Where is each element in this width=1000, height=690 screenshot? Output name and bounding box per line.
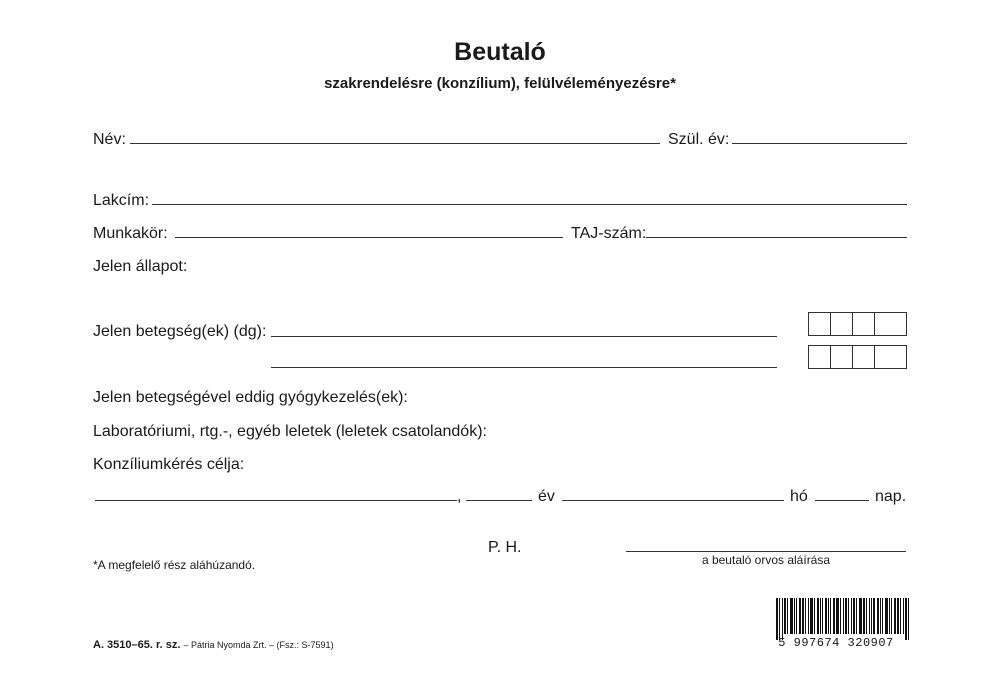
- year-field[interactable]: [466, 500, 532, 501]
- taj-field[interactable]: [646, 237, 907, 238]
- barcode-bar: [794, 598, 795, 634]
- barcode-bar: [869, 598, 870, 634]
- barcode-bar: [787, 598, 788, 634]
- footnote: *A megfelelő rész aláhúzandó.: [93, 558, 256, 572]
- code-box[interactable]: [852, 312, 875, 336]
- barcode-bar: [784, 598, 786, 634]
- barcode-bar: [830, 598, 831, 634]
- code-box[interactable]: [852, 345, 875, 369]
- barcode-bar: [866, 598, 867, 634]
- barcode-bar: [853, 598, 855, 634]
- condition-label: Jelen állapot:: [93, 258, 188, 275]
- signature-caption: a beutaló orvos aláírása: [701, 553, 831, 567]
- barcode-bar: [900, 598, 901, 634]
- barcode-bar: [796, 598, 797, 634]
- barcode-bar: [820, 598, 821, 634]
- barcode-bar: [810, 598, 813, 634]
- barcode-bar: [779, 598, 780, 640]
- illness-field-2[interactable]: [271, 367, 777, 368]
- barcode-bar: [799, 598, 801, 634]
- name-label: Név:: [93, 131, 126, 148]
- address-field[interactable]: [152, 204, 907, 205]
- barcode-bar: [808, 598, 809, 634]
- barcode-bar: [908, 598, 909, 640]
- purpose-label: Konzíliumkérés célja:: [93, 456, 245, 473]
- form-subtitle: szakrendelésre (konzílium), felülvéleményezésre*: [324, 75, 676, 92]
- barcode-bar: [905, 598, 907, 640]
- job-field[interactable]: [175, 237, 563, 238]
- code-box[interactable]: [830, 312, 853, 336]
- job-label: Munkakör:: [93, 225, 168, 242]
- barcode-bar: [840, 598, 841, 634]
- barcode-bar: [828, 598, 829, 634]
- barcode-bar: [903, 598, 904, 634]
- barcode-bar: [851, 598, 852, 634]
- date-comma: ,: [457, 488, 462, 505]
- code-box[interactable]: [830, 345, 853, 369]
- lab-label: Laboratóriumi, rtg.-, egyéb leletek (leletek csatolandók):: [93, 423, 487, 440]
- barcode-bar: [805, 598, 806, 634]
- taj-label: TAJ-szám:: [571, 225, 647, 242]
- month-field[interactable]: [562, 500, 784, 501]
- place-field[interactable]: [95, 500, 457, 501]
- code-box[interactable]: [808, 312, 831, 336]
- address-label: Lakcím:: [93, 192, 150, 209]
- barcode-bar: [782, 598, 783, 640]
- barcode-bar: [871, 598, 872, 634]
- day-field[interactable]: [815, 500, 869, 501]
- barcode-bar: [833, 598, 835, 634]
- day-label: nap.: [875, 488, 907, 505]
- barcode-bar: [885, 598, 888, 634]
- barcode-bar: [845, 598, 847, 634]
- barcode-bar: [790, 598, 793, 634]
- barcode-bar: [859, 598, 862, 634]
- illness-label: Jelen betegség(ek) (dg):: [93, 323, 267, 340]
- printer-info: – Pátria Nyomda Zrt. – (Fsz.: S-7591): [183, 640, 334, 650]
- barcode-bar: [843, 598, 844, 634]
- form-title: Beutaló: [454, 38, 546, 66]
- barcode-bar: [891, 598, 892, 634]
- birth-year-field[interactable]: [732, 143, 907, 144]
- barcode-bar: [880, 598, 881, 634]
- code-box[interactable]: [874, 345, 907, 369]
- barcode-bar: [825, 598, 827, 634]
- barcode-bar: [856, 598, 857, 634]
- barcode-bar: [802, 598, 804, 634]
- barcode-bar: [894, 598, 896, 634]
- barcode-bar: [822, 598, 823, 634]
- barcode-bar: [836, 598, 839, 634]
- barcode-bar: [889, 598, 890, 634]
- code-box[interactable]: [874, 312, 907, 336]
- year-label: év: [538, 488, 555, 505]
- name-field[interactable]: [130, 143, 660, 144]
- month-label: hó: [790, 488, 808, 505]
- illness-field-1[interactable]: [271, 336, 777, 337]
- signature-field[interactable]: [626, 551, 906, 552]
- code-box[interactable]: [808, 345, 831, 369]
- barcode-bar: [848, 598, 849, 634]
- barcode-bar: [877, 598, 879, 634]
- barcode-bar: [776, 598, 778, 640]
- barcode-digits: 5 997674 320907: [778, 636, 894, 650]
- form-code: A. 3510–65. r. sz.: [93, 639, 181, 651]
- barcode-bar: [863, 598, 865, 634]
- barcode-bar: [897, 598, 899, 634]
- treatment-label: Jelen betegségével eddig gyógykezelés(ek):: [93, 389, 408, 406]
- barcode-bar: [873, 598, 875, 634]
- barcode-bar: [814, 598, 815, 634]
- barcode-bar: [882, 598, 883, 634]
- barcode-bar: [817, 598, 819, 634]
- stamp-label: P. H.: [488, 539, 522, 556]
- birth-year-label: Szül. év:: [668, 131, 730, 148]
